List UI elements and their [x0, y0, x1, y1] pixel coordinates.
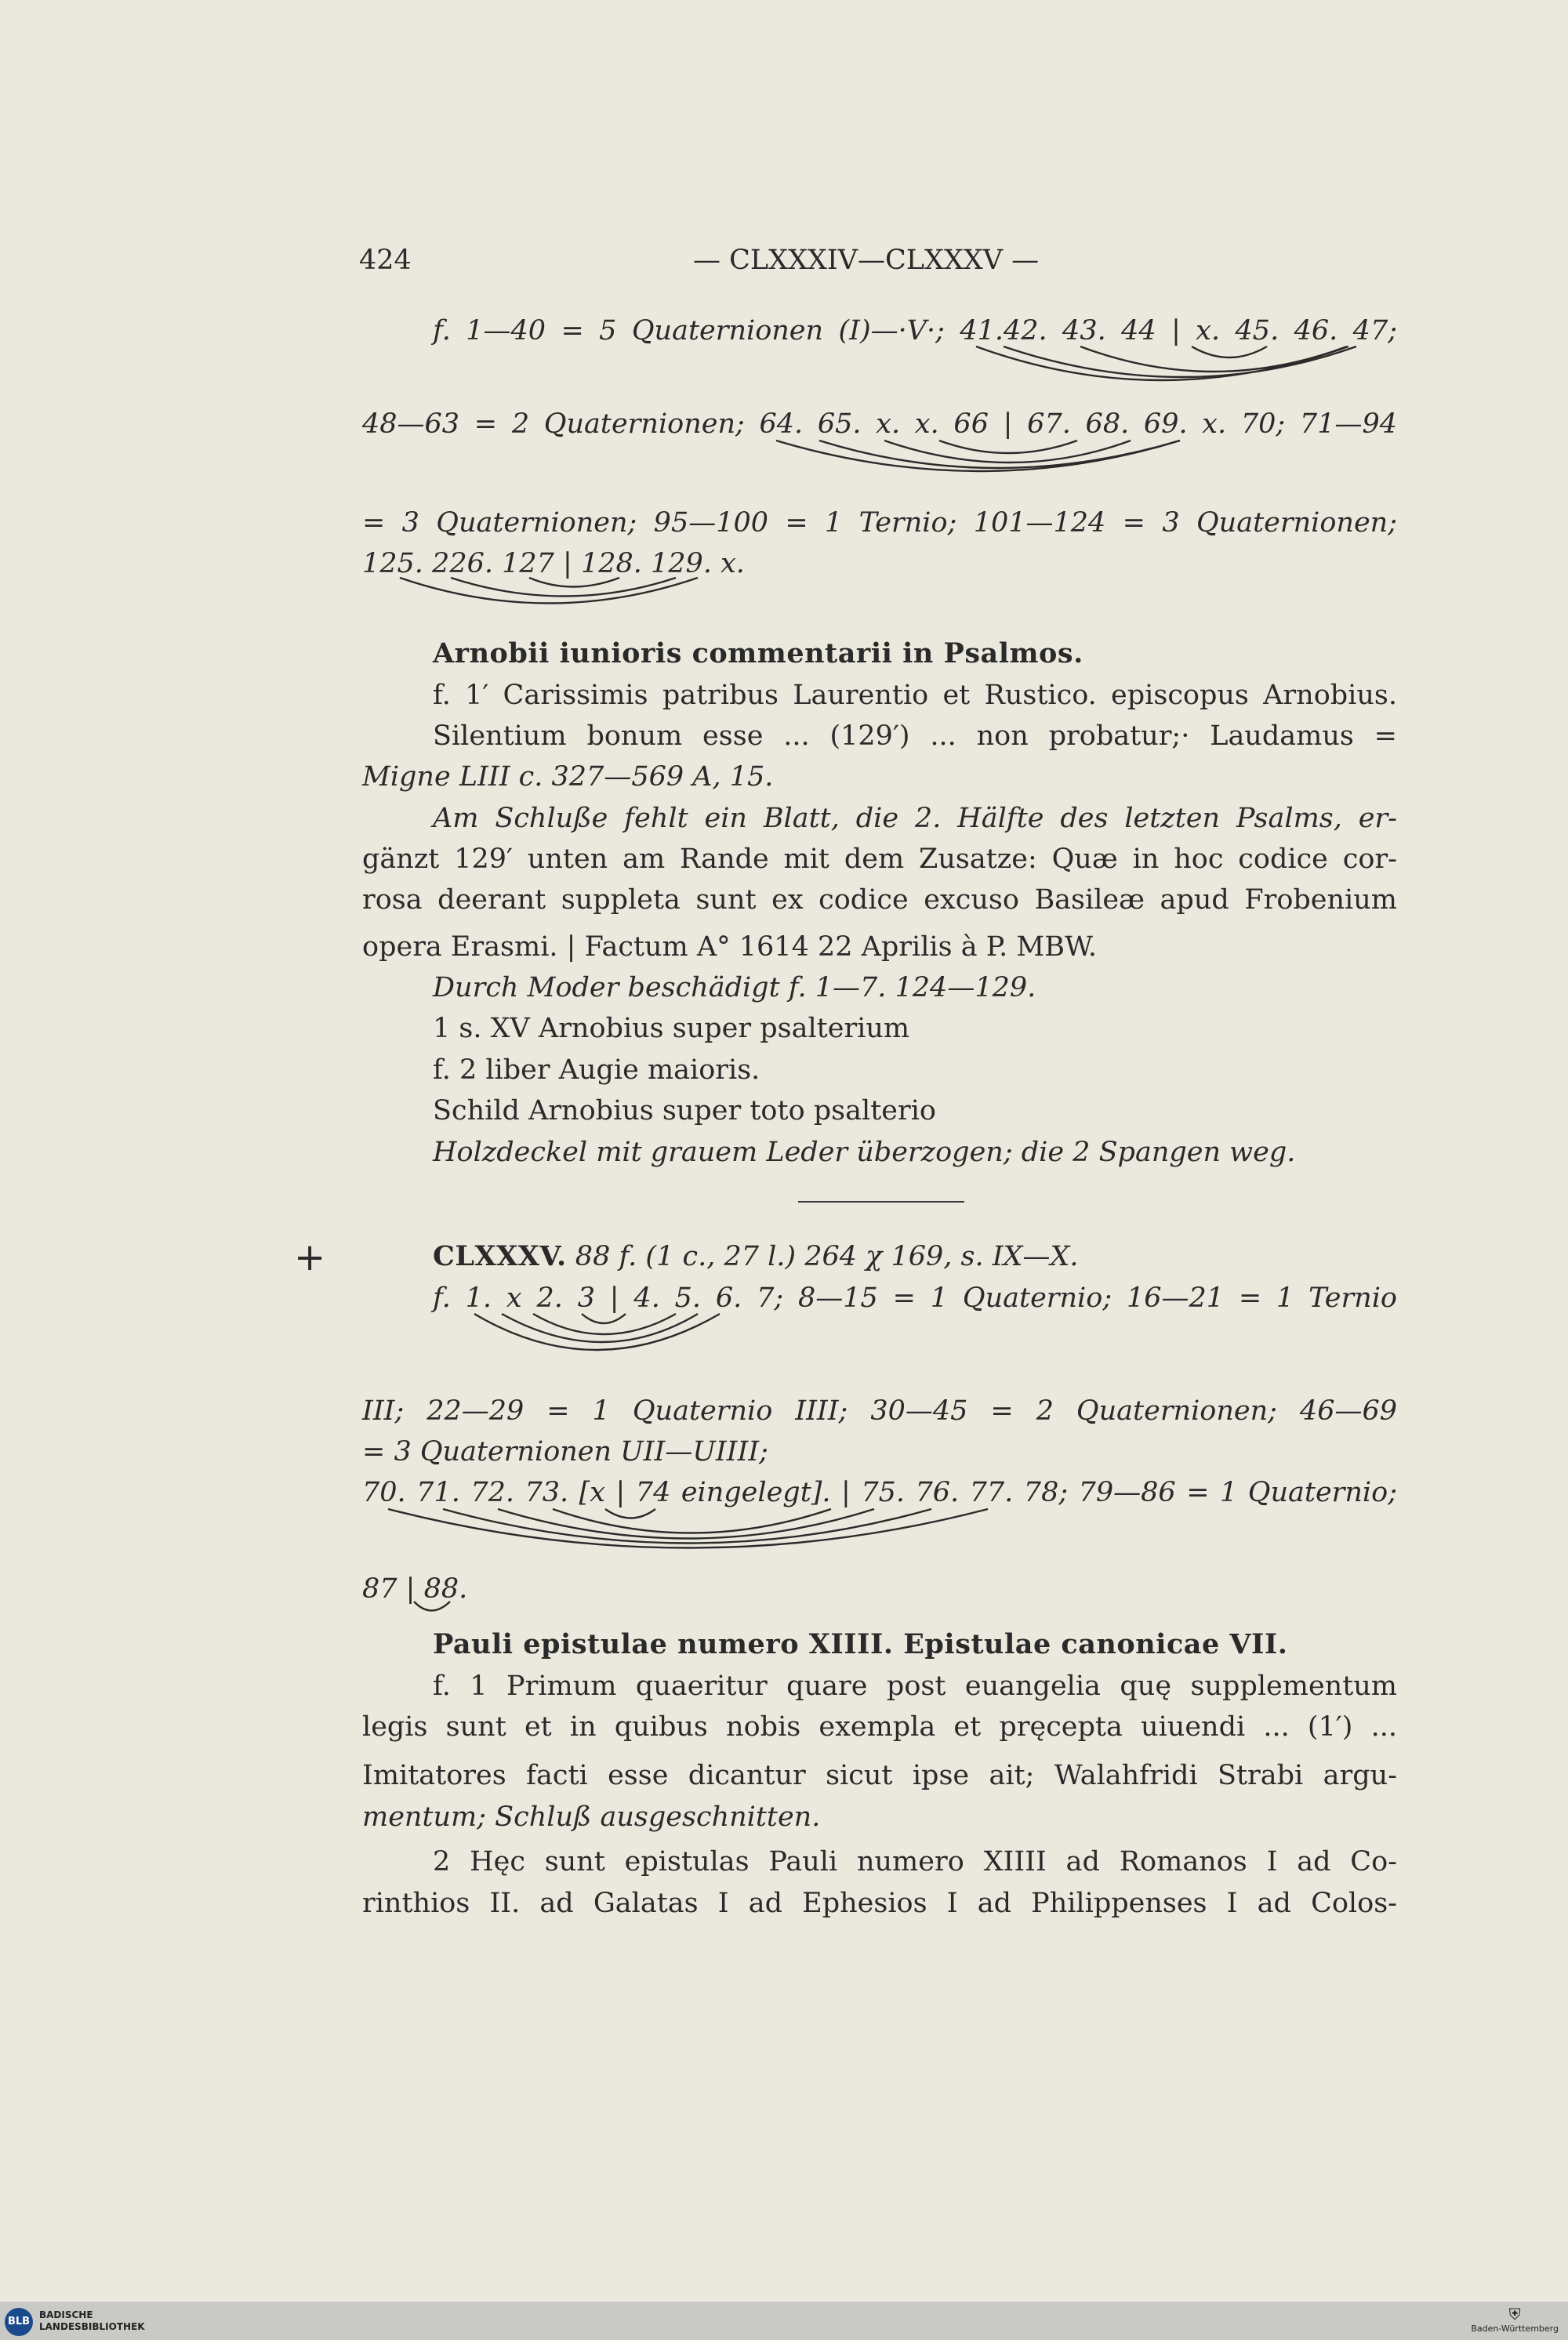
section-divider — [798, 1201, 964, 1203]
quire-line-2: III; 22—29 = 1 Quaternio IIII; 30—45 = 2 Quaternionen; 46—69 — [362, 1395, 1397, 1427]
margin-plus-mark: + — [294, 1235, 326, 1279]
entry-description: 88 f. (1 c., 27 l.) 264 χ 169, s. IX—X. — [575, 1241, 1079, 1272]
quire-line-5: 87 | 88. — [362, 1573, 468, 1605]
running-title: — CLXXXIV—CLXXXV — — [693, 245, 1040, 276]
quire-line-4: 70. 71. 72. 73. [x | 74 eingelegt]. | 75. 76. 77. 78; 79—86 = 1 Quaternio; — [362, 1477, 1397, 1508]
quire-line-1: f. 1. x 2. 3 | 4. 5. 6. 7; 8—15 = 1 Quaternio; 16—21 = 1 Ternio — [433, 1282, 1397, 1314]
text-line: opera Erasmi. | Factum A° 1614 22 Aprilis à P. MBW. — [362, 931, 1097, 963]
text-line: rosa deerant suppleta sunt ex codice excuso Basileæ apud Frobenium — [362, 884, 1397, 916]
text-line: 2 Hęc sunt epistulas Pauli numero XIIII ad Romanos I ad Co- — [433, 1846, 1397, 1877]
baden-wuerttemberg-mark: ⛨ Baden-Württemberg — [1471, 2305, 1559, 2334]
quire-line-2: 48—63 = 2 Quaternionen; 64. 65. x. x. 66 | 67. 68. 69. x. 70; 71—94 — [362, 408, 1397, 440]
library-name: BADISCHE LANDESBIBLIOTHEK — [39, 2309, 145, 2332]
text-line: mentum; Schluß ausgeschnitten. — [362, 1801, 821, 1833]
entry-number: CLXXXV. — [433, 1240, 567, 1272]
text-line: rinthios II. ad Galatas I ad Ephesios I ad Philippenses I ad Colos- — [362, 1888, 1397, 1919]
library-logo-icon: BLB — [5, 2308, 33, 2336]
text-line: Am Schluße fehlt ein Blatt, die 2. Hälfte des letzten Psalms, er- — [433, 803, 1397, 834]
text-line: 1 s. XV Arnobius super psalterium — [433, 1013, 910, 1044]
quire-line-3: = 3 Quaternionen UII—UIIII; — [362, 1436, 768, 1467]
text-line: f. 2 liber Augie maioris. — [433, 1054, 760, 1086]
collation-arc — [443, 1509, 931, 1544]
text-line: Silentium bonum esse ... (129′) ... non probatur;· Laudamus = — [433, 720, 1397, 752]
text-line: Durch Moder beschädigt f. 1—7. 124—129. — [433, 972, 1036, 1003]
text-line: Schild Arnobius super toto psalterio — [433, 1095, 936, 1126]
text-line: f. 1 Primum quaeritur quare post euangelia quę supplementum — [433, 1671, 1397, 1702]
section-title: Arnobii iunioris commentarii in Psalmos. — [433, 637, 1083, 669]
text-line: gänzt 129′ unten am Rande mit dem Zusatze: Quæ in hoc codice cor- — [362, 843, 1397, 875]
text-line: legis sunt et in quibus nobis exempla et pręcepta uiuendi ... (1′) ... — [362, 1711, 1397, 1743]
text-line: Holzdeckel mit grauem Leder überzogen; die 2 Spangen weg. — [433, 1137, 1296, 1168]
text-line: Migne LIII c. 327—569 A, 15. — [362, 761, 774, 793]
coat-of-arms-icon: ⛨ — [1508, 2305, 1521, 2324]
footer-bar — [0, 2302, 1568, 2340]
section-title: Pauli epistulae numero XIIII. Epistulae canonicae VII. — [433, 1628, 1288, 1660]
entry-heading — [433, 1235, 1397, 1278]
text-line: Imitatores facti esse dicantur sicut ipse ait; Walahfridi Strabi argu- — [362, 1760, 1397, 1791]
quire-line-4: 125. 226. 127 | 128. 129. x. — [362, 548, 745, 579]
quire-line-3: = 3 Quaternionen; 95—100 = 1 Ternio; 101—124 = 3 Quaternionen; — [362, 507, 1397, 539]
quire-line-1: f. 1—40 = 5 Quaternionen (I)—·V·; 41.42. 43. 44 | x. 45. 46. 47; — [433, 315, 1397, 346]
collation-arc — [388, 1509, 988, 1548]
page-number: 424 — [359, 245, 412, 276]
text-line: f. 1′ Carissimis patribus Laurentio et Rustico. episcopus Arnobius. — [433, 680, 1397, 711]
